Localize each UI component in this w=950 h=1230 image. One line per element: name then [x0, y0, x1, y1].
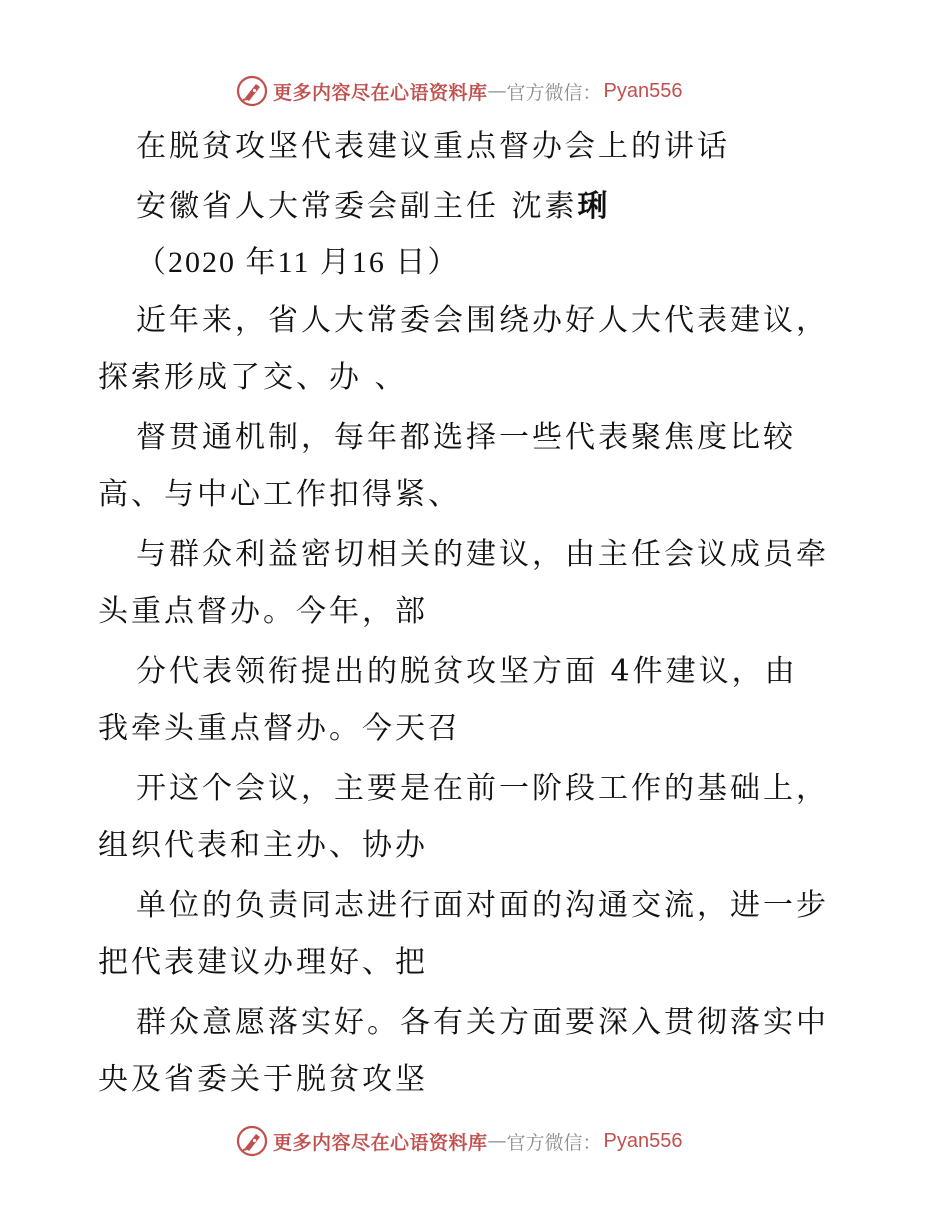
body-line: 近年来，省人大常委会围绕办好人大代表建议，: [136, 303, 829, 338]
body-line: 督贯通机制，每年都选择一些代表聚焦度比较: [136, 420, 796, 455]
watermark-dash: —: [487, 1130, 507, 1152]
body-line: 单位的负责同志进行面对面的沟通交流，进一步: [136, 888, 829, 923]
watermark-text: 更多内容尽在心语资料库: [273, 1131, 488, 1154]
body-line: 与群众利益密切相关的建议，由主任会议成员牵: [136, 537, 829, 572]
watermark-dash: —: [487, 80, 507, 102]
document-date: （2020 年11 月16 日）: [136, 246, 460, 279]
pen-nib-logo-icon: [236, 1125, 268, 1157]
body-line: 组织代表和主办、协办: [98, 828, 428, 863]
watermark-text: 更多内容尽在心语资料库: [273, 81, 488, 104]
speaker-line: [136, 187, 611, 227]
body-line: 央及省委关于脱贫攻坚: [98, 1062, 428, 1097]
speaker-last-char: 琍: [577, 189, 611, 224]
body-line: 分代表领衔提出的脱贫攻坚方面 4件建议，由: [136, 654, 798, 689]
body-line: 探索形成了交、办 、: [98, 360, 408, 395]
footer-watermark: [236, 1124, 683, 1158]
watermark-wechat-label: 官方微信：: [506, 1131, 602, 1154]
body-line: 把代表建议办理好、把: [98, 945, 428, 980]
body-line: 群众意愿落实好。各有关方面要深入贯彻落实中: [136, 1005, 829, 1040]
body-line: 我牵头重点督办。今天召: [98, 711, 461, 746]
header-watermark: [236, 74, 683, 108]
pen-nib-logo-icon: [236, 75, 268, 107]
body-line: 开这个会议，主要是在前一阶段工作的基础上，: [136, 771, 829, 806]
watermark-wechat-label: 官方微信：: [506, 81, 602, 104]
watermark-wechat-id: Pyan556: [603, 79, 683, 102]
speaker-role: 安徽省人大常委会副主任 沈素: [136, 189, 578, 224]
body-line: 头重点督办。今年，部: [98, 594, 428, 629]
watermark-wechat-id: Pyan556: [603, 1129, 683, 1152]
document-title: 在脱贫攻坚代表建议重点督办会上的讲话: [136, 129, 730, 164]
body-line: 高、与中心工作扣得紧、: [98, 477, 461, 512]
